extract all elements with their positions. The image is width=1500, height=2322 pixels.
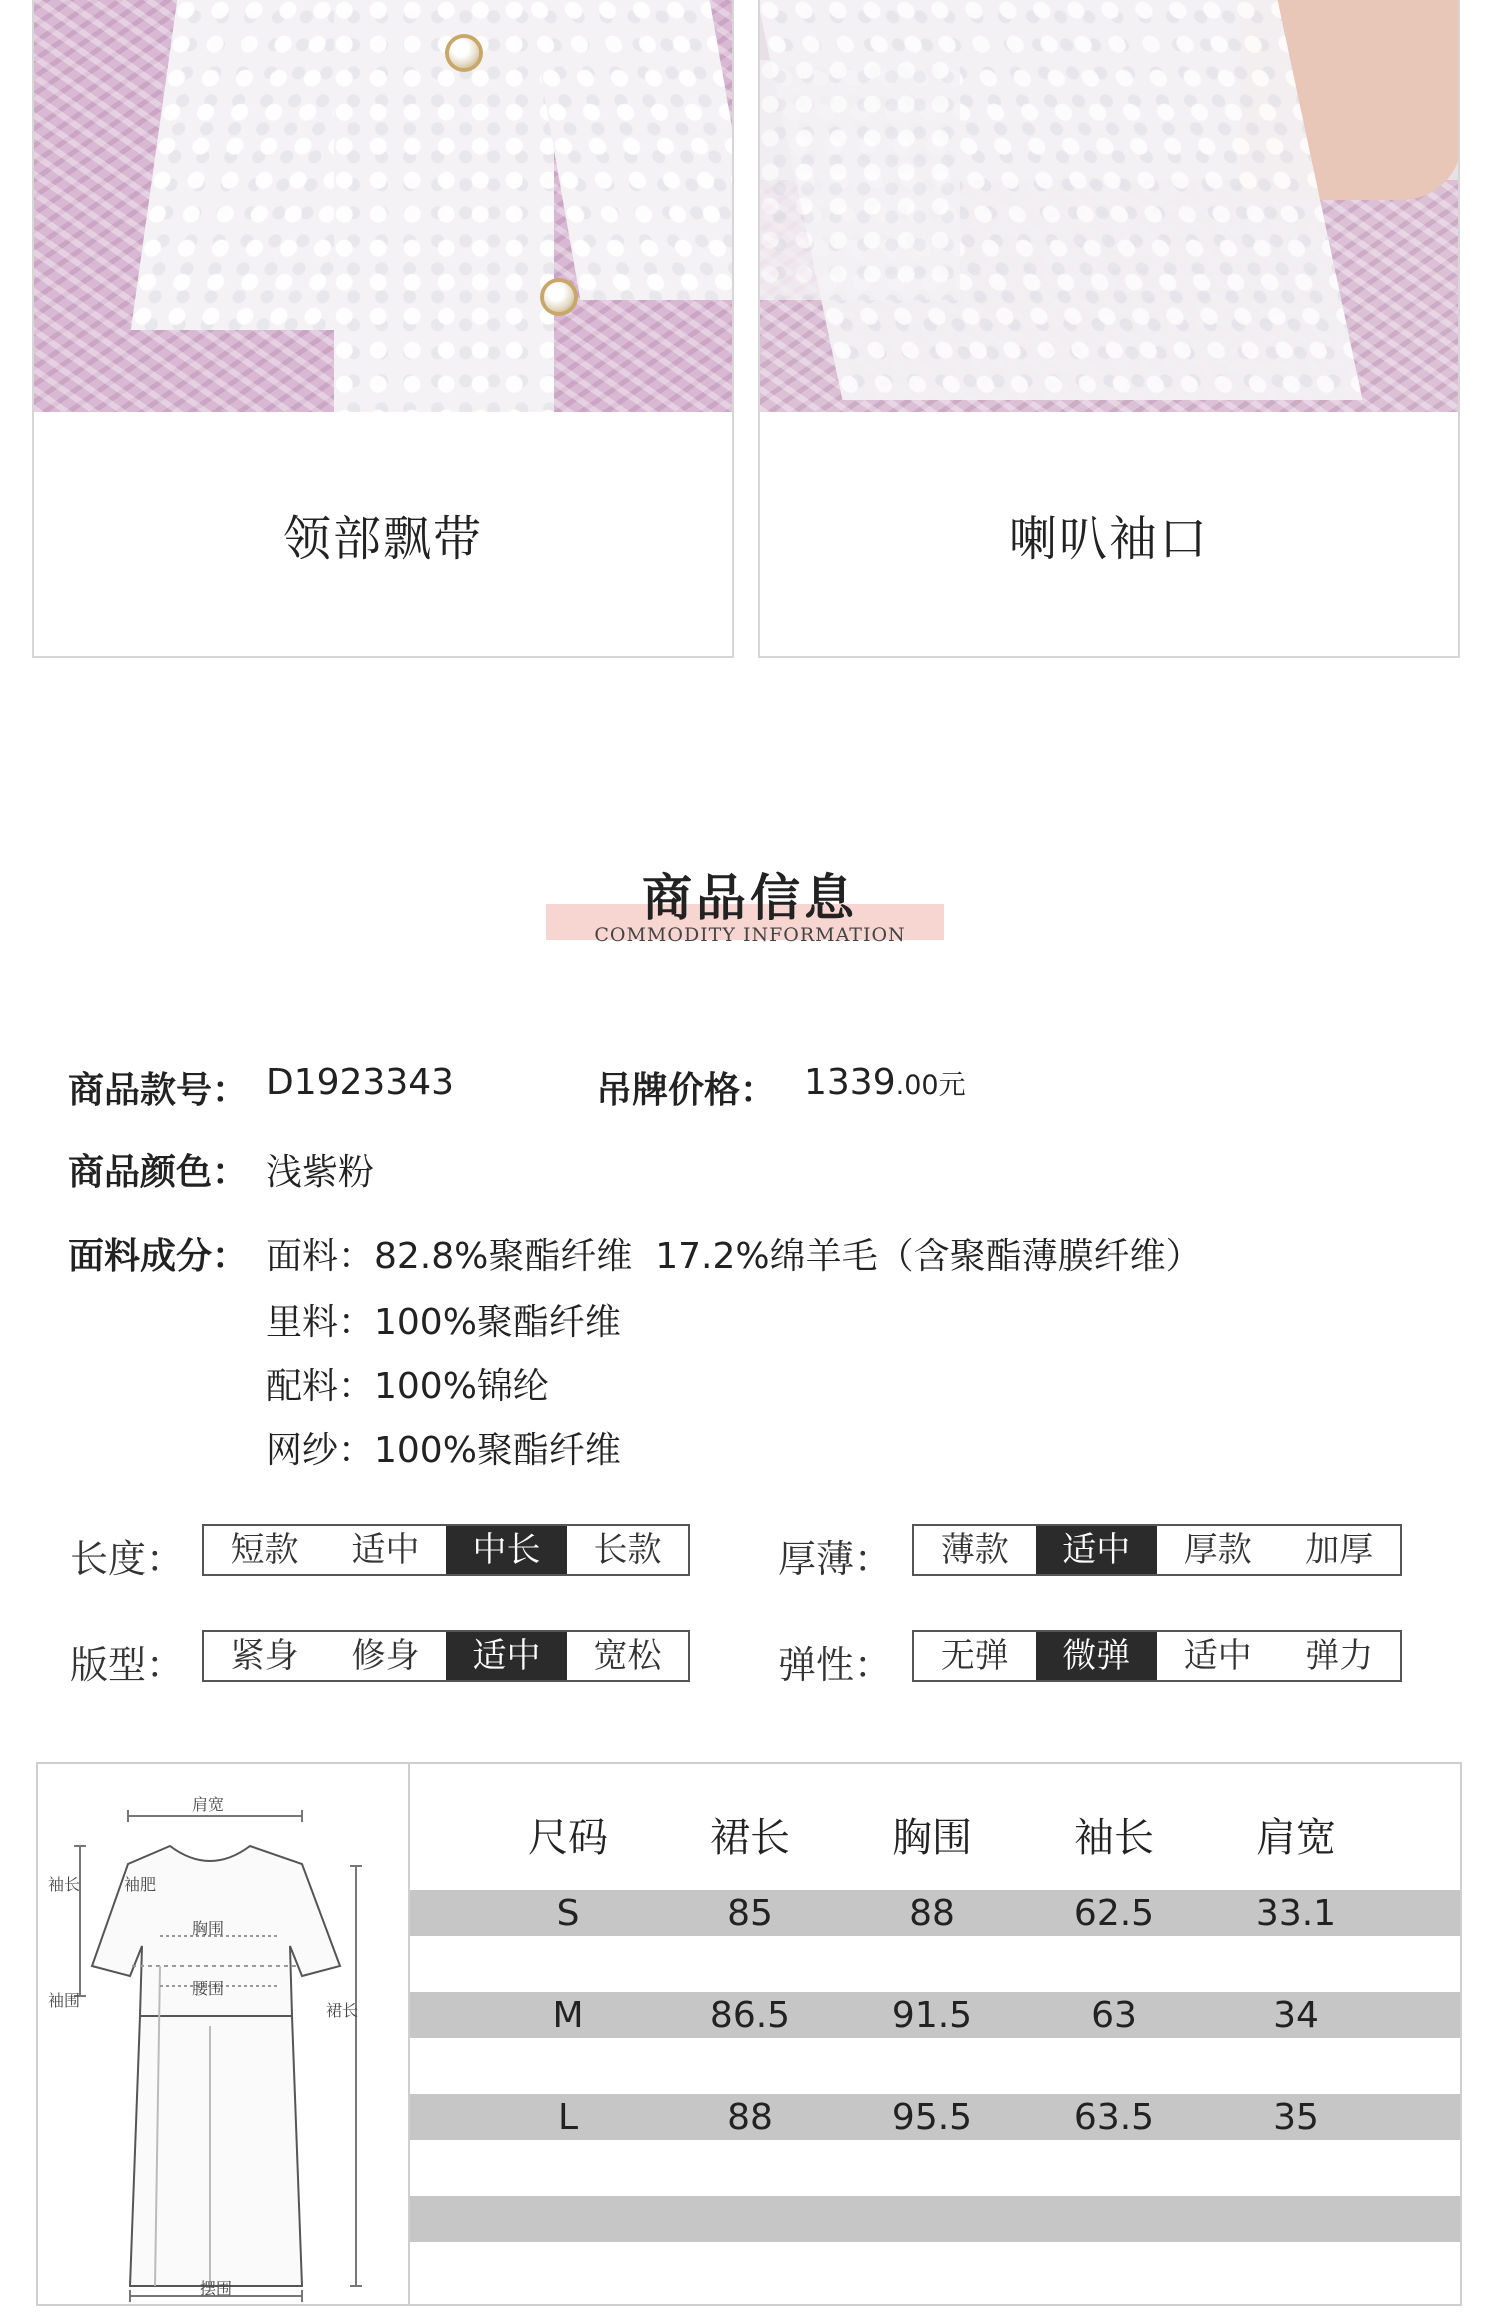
- thickness-option: 加厚: [1305, 1530, 1374, 1570]
- section-subtitle: COMMODITY INFORMATION: [594, 924, 906, 946]
- diagram-label-sleeve-length: 袖长: [48, 1875, 81, 1894]
- elasticity-option: 适中: [1183, 1636, 1252, 1676]
- length-scale: [202, 1524, 690, 1576]
- color-label: 商品颜色：: [68, 1152, 249, 1193]
- fit-scale: [202, 1630, 690, 1682]
- detail-card-collar: [32, 0, 734, 658]
- fit-label: 版型：: [70, 1643, 185, 1687]
- thickness-option: 薄款: [940, 1530, 1009, 1570]
- size-cell: 88: [909, 1893, 955, 1934]
- elasticity-option: 微弹: [1036, 1632, 1158, 1680]
- fabric-line: 面料：82.8%聚酯纤维 17.2%绵羊毛（含聚酯薄膜纤维）: [266, 1236, 1202, 1277]
- fabric-label: 面料成分：: [68, 1236, 249, 1277]
- price-value: [804, 1062, 966, 1103]
- diagram-label-shoulder: 肩宽: [192, 1795, 225, 1814]
- size-cell: 63.5: [1073, 2097, 1155, 2138]
- collar-ribbon-photo: [34, 0, 732, 412]
- fit-option: 适中: [446, 1632, 567, 1680]
- length-option: 中长: [446, 1526, 567, 1574]
- fit-option: 修身: [351, 1636, 420, 1676]
- size-header: 袖长: [1074, 1815, 1154, 1861]
- thickness-option: 适中: [1036, 1526, 1158, 1574]
- size-cell: 35: [1273, 2097, 1319, 2138]
- size-cell: 34: [1273, 1995, 1319, 2036]
- size-header: 胸围: [892, 1815, 972, 1861]
- pearl-button-icon: [544, 282, 574, 312]
- style-no-value: D1923343: [266, 1062, 455, 1103]
- detail-caption: 领部飘带: [282, 511, 483, 567]
- size-cell: S: [556, 1893, 580, 1934]
- size-cell: L: [557, 2097, 579, 2138]
- diagram-label-sleeve-width: 袖肥: [124, 1875, 157, 1894]
- flared-cuff-photo: [760, 0, 1458, 412]
- elasticity-option: 无弹: [940, 1636, 1009, 1676]
- dress-measure-diagram: [40, 1766, 406, 2302]
- size-cell: 86.5: [709, 1995, 791, 2036]
- size-cell: 85: [727, 1893, 773, 1934]
- thickness-scale: [912, 1524, 1402, 1576]
- price-label: 吊牌价格：: [596, 1070, 777, 1111]
- size-header: 裙长: [710, 1815, 790, 1861]
- size-cell: 33.1: [1255, 1893, 1337, 1934]
- detail-caption: 喇叭袖口: [1008, 511, 1209, 567]
- length-option: 短款: [230, 1530, 299, 1570]
- price-cents: .00元: [895, 1070, 966, 1101]
- size-cell: 95.5: [891, 2097, 973, 2138]
- thickness-label: 厚薄：: [778, 1537, 893, 1581]
- size-header: 尺码: [528, 1815, 608, 1861]
- price-main: 1339: [804, 1062, 896, 1103]
- size-cell: 63: [1091, 1995, 1137, 2036]
- length-label: 长度：: [70, 1537, 185, 1581]
- fit-option: 紧身: [230, 1636, 299, 1676]
- fabric-line: 配料：100%锦纶: [266, 1366, 549, 1407]
- length-option: 长款: [593, 1530, 662, 1570]
- diagram-label-skirt-length: 裙长: [326, 2001, 359, 2020]
- style-no-label: 商品款号：: [68, 1070, 249, 1111]
- size-cell: 91.5: [891, 1995, 973, 2036]
- size-cell: M: [552, 1995, 584, 2036]
- size-cell: 62.5: [1073, 1893, 1155, 1934]
- diagram-label-chest: 胸围: [192, 1919, 225, 1938]
- fabric-line: 里料：100%聚酯纤维: [266, 1302, 621, 1343]
- detail-card-cuff: [758, 0, 1460, 658]
- color-value: 浅紫粉: [266, 1152, 375, 1193]
- size-cell: 88: [727, 2097, 773, 2138]
- fit-option: 宽松: [593, 1636, 662, 1676]
- size-header: 肩宽: [1256, 1815, 1336, 1861]
- elasticity-option: 弹力: [1305, 1636, 1374, 1676]
- diagram-label-waist: 腰围: [192, 1979, 225, 1998]
- section-title: 商品信息: [642, 869, 858, 927]
- fabric-line: 网纱：100%聚酯纤维: [266, 1430, 621, 1471]
- row-band: [410, 2196, 1460, 2242]
- elasticity-scale: [912, 1630, 1402, 1682]
- diagram-label-cuff: 袖围: [48, 1991, 81, 2010]
- length-option: 适中: [351, 1530, 420, 1570]
- pearl-button-icon: [449, 38, 479, 68]
- diagram-label-hem: 摆围: [200, 2279, 233, 2298]
- elasticity-label: 弹性：: [778, 1643, 893, 1687]
- thickness-option: 厚款: [1183, 1530, 1252, 1570]
